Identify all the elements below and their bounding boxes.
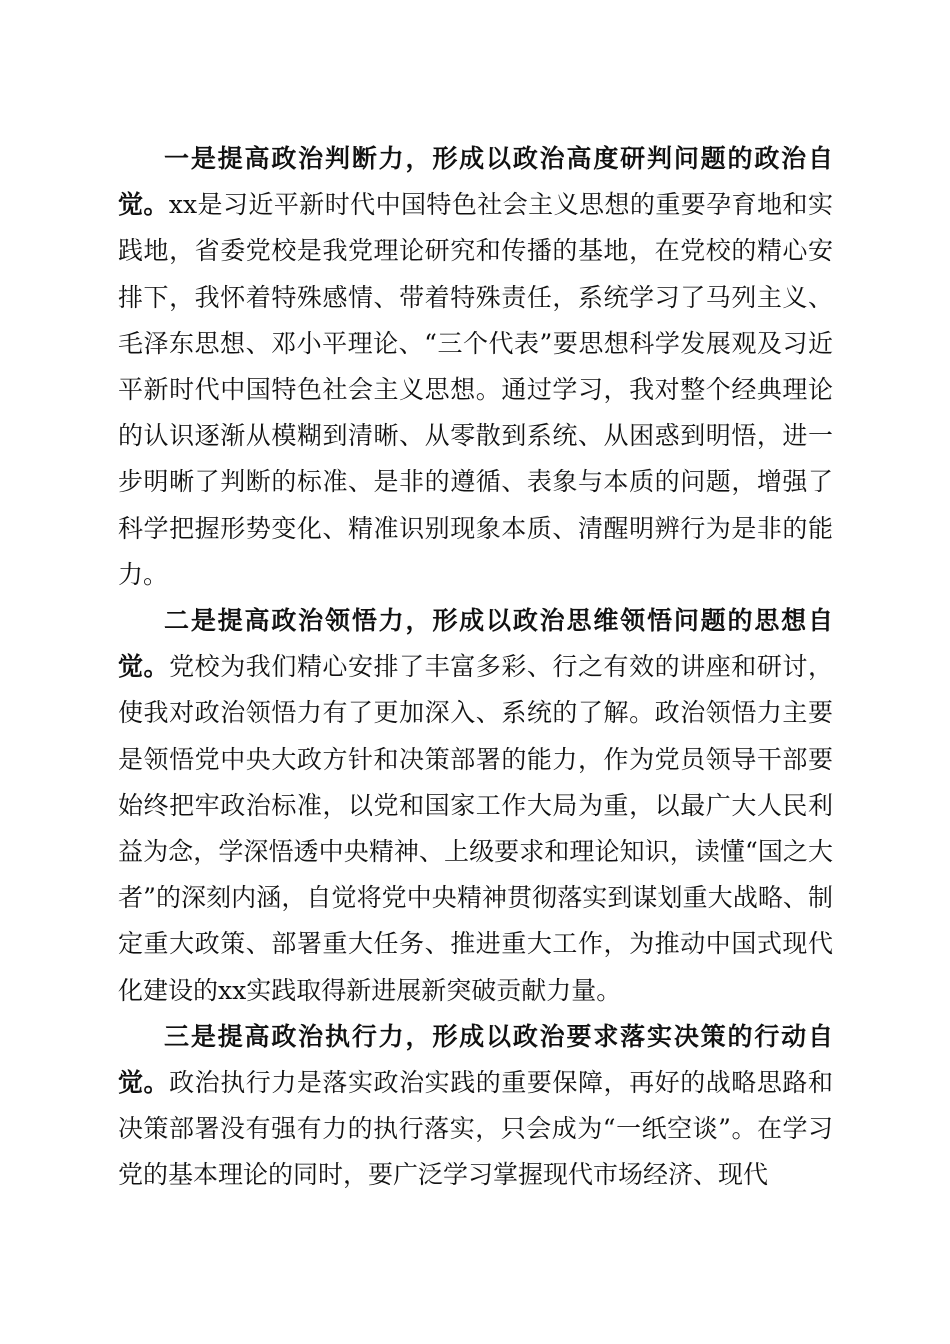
paragraph-1-body: xx是习近平新时代中国特色社会主义思想的重要孕育地和实践地，省委党校是我党理论研究和传播的基地，在党校的精心安排下，我怀着特殊感情、带着特殊责任，系统学习了马列主义、毛泽东思想、邓小平理论、“三个代表”要思想科学发展观及习近平新时代中国特色社会主义思想。通过学习，我对整个经典理论的认识逐渐从模糊到清晰、从零散到系统、从困惑到明悟，进一步明晰了判断的标准、是非的遵循、表象与本质的问题，增强了科学把握形势变化、精准识别现象本质、清醒明辨行为是非的能力。 [118, 190, 833, 589]
paragraph-3-body: 政治执行力是落实政治实践的重要保障，再好的战略思路和决策部署没有强有力的执行落实，只会成为“一纸空谈”。在学习党的基本理论的同时，要广泛学习掌握现代市场经济、现代 [118, 1068, 833, 1190]
document-page [118, 136, 833, 1199]
paragraph-3 [118, 1014, 833, 1199]
paragraph-2-heading: 二是提高政治领悟力，形成以政治思维领悟问题的思想自觉。 [118, 606, 833, 682]
paragraph-3-heading: 三是提高政治执行力，形成以政治要求落实决策的行动自觉。 [118, 1021, 833, 1098]
paragraph-1-heading: 一是提高政治判断力，形成以政治高度研判问题的政治自觉。 [118, 144, 833, 220]
paragraph-2 [118, 598, 833, 1014]
paragraph-2-body: 党校为我们精心安排了丰富多彩、行之有效的讲座和研讨，使我对政治领悟力有了更加深入、系统的了解。政治领悟力主要是领悟党中央大政方针和决策部署的能力，作为党员领导干部要始终把牢政治标准，以党和国家工作大局为重，以最广大人民利益为念，学深悟透中央精神、上级要求和理论知识，读懂“国之大者”的深刻内涵，自觉将党中央精神贯彻落实到谋划重大战略、制定重大政策、部署重大任务、推进重大工作，为推动中国式现代化建设的xx实践取得新进展新突破贡献力量。 [118, 652, 833, 1005]
paragraph-1 [118, 136, 833, 598]
